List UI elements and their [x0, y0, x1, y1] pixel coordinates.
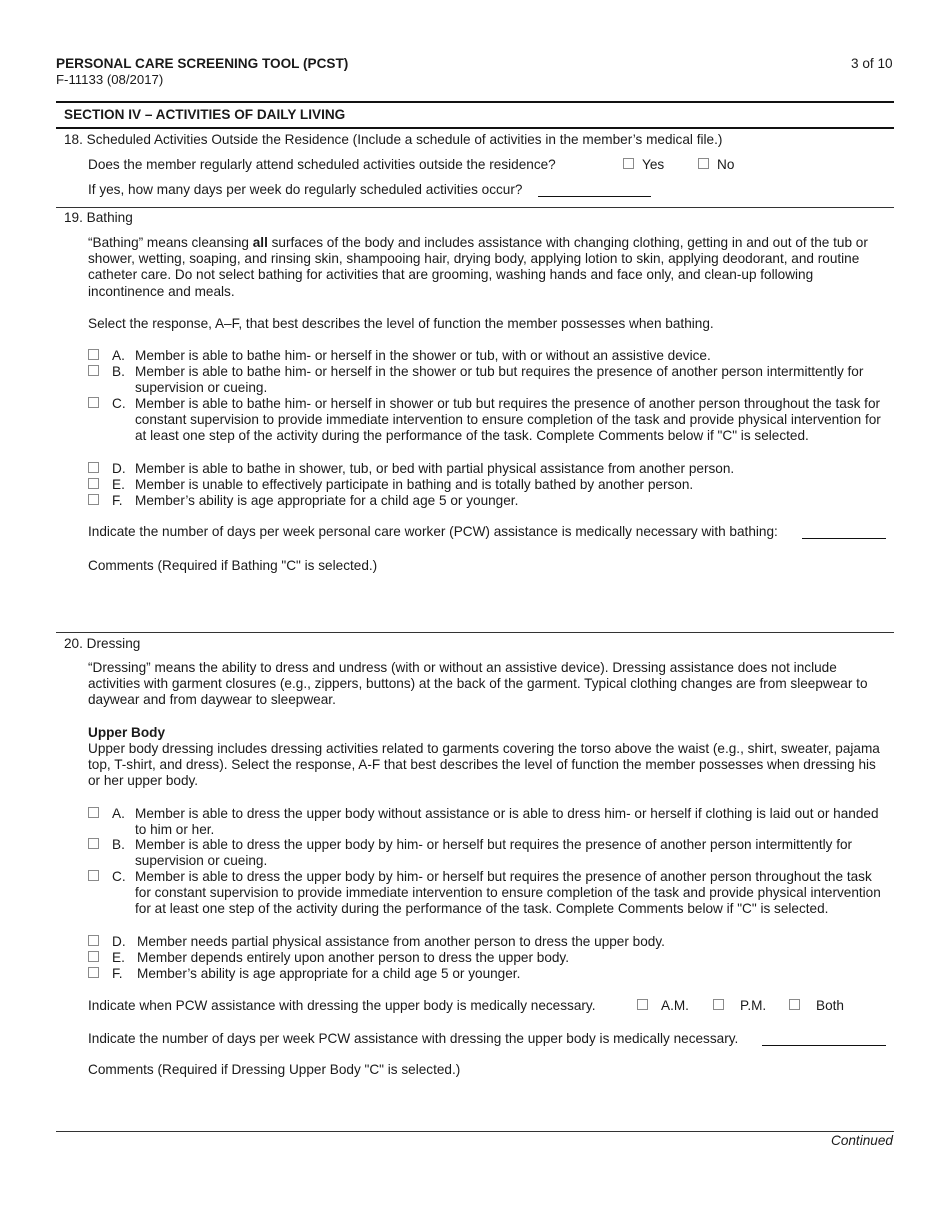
q19-option-f-checkbox[interactable] — [88, 494, 99, 505]
q19-option-b-checkbox[interactable] — [88, 365, 99, 376]
q20-both-label: Both — [816, 998, 844, 1013]
q20-pm-label: P.M. — [740, 998, 767, 1013]
q20-comments-label: Comments (Required if Dressing Upper Body "C" is selected.) — [88, 1062, 461, 1077]
q20-option-c-letter: C. — [112, 869, 126, 884]
q20-option-e-letter: E. — [112, 950, 125, 965]
q19-instruction: Select the response, A–F, that best describes the level of function the member possesses when bathing. — [88, 316, 714, 331]
q19-option-b-letter: B. — [112, 364, 125, 379]
q20-upper-body-description: Upper body dressing includes dressing activities related to garments covering the torso above the waist (e.g., shirt, sweater, pajama top, T-shirt, and dress). Select the response, A-F that best describes the level of function the member possesses when dressing his or her upper body. — [88, 741, 880, 789]
q20-option-b-checkbox[interactable] — [88, 838, 99, 849]
q20-option-d-checkbox[interactable] — [88, 935, 99, 946]
q20-option-a-checkbox[interactable] — [88, 807, 99, 818]
q19-comments-field[interactable] — [88, 580, 888, 626]
q19-option-e-text: Member is unable to effectively participate in bathing and is totally bathed by another person. — [135, 477, 694, 492]
q19-option-f-letter: F. — [112, 493, 123, 508]
q19-option-c-text: Member is able to bathe him- or herself in shower or tub but requires the presence of another person throughout the task for constant supervision to provide immediate intervention to ensure completion of the task and provide physical intervention for at least one step of the activity during the performance of the task. Complete Comments below if "C" is selected. — [135, 396, 881, 444]
section-top-rule — [56, 101, 894, 103]
form-title: PERSONAL CARE SCREENING TOOL (PCST) — [56, 56, 349, 71]
q20-days-field[interactable] — [762, 1045, 886, 1046]
page-number: 3 of 10 — [851, 56, 893, 71]
q19-comments-label: Comments (Required if Bathing "C" is selected.) — [88, 558, 378, 573]
q18-heading: 18. Scheduled Activities Outside the Residence (Include a schedule of activities in the member’s medical file.) — [64, 132, 723, 147]
q20-option-b-text: Member is able to dress the upper body by him- or herself but requires the presence of another person intermittently for supervision or cueing. — [135, 837, 853, 869]
q19-definition-emphasis: all — [252, 235, 268, 250]
q20-definition: “Dressing” means the ability to dress and undress (with or without an assistive device). Dressing assistance does not include activities with garment closures (e.g., zippers, buttons) at the back of the garment. Typical clothing changes are from sleepwear to daywear and from daywear to sleepwear. — [88, 660, 868, 708]
q19-divider — [56, 632, 894, 633]
q18-days-question: If yes, how many days per week do regularly scheduled activities occur? — [88, 182, 523, 197]
q19-option-f-text: Member’s ability is age appropriate for a child age 5 or younger. — [135, 493, 519, 508]
q19-definition: “Bathing” means cleansing all surfaces of the body and includes assistance with changing clothing, getting in and out of the tub or shower, wetting, soaping, and rinsing skin, shampooing hair, drying body, applying lotion to skin, applying deodorant, and routine catheter care. Do not select bathing for activities that are grooming, washing hands and face only, and clean-up following incontinence and meals. — [88, 235, 868, 299]
q20-when-label: Indicate when PCW assistance with dressing the upper body is medically necessary. — [88, 998, 596, 1013]
q19-option-a-letter: A. — [112, 348, 125, 363]
q18-question: Does the member regularly attend scheduled activities outside the residence? — [88, 157, 556, 172]
q20-upper-body-title: Upper Body — [88, 725, 166, 740]
q20-days-label: Indicate the number of days per week PCW assistance with dressing the upper body is medically necessary. — [88, 1031, 739, 1046]
q19-days-field[interactable] — [802, 538, 886, 539]
q19-option-d-checkbox[interactable] — [88, 462, 99, 473]
q20-am-checkbox[interactable] — [637, 999, 648, 1010]
q18-no-label: No — [717, 157, 735, 172]
q20-option-b-letter: B. — [112, 837, 125, 852]
q20-option-d-letter: D. — [112, 934, 126, 949]
q19-option-c-letter: C. — [112, 396, 126, 411]
q19-heading: 19. Bathing — [64, 210, 133, 225]
q20-option-a-text: Member is able to dress the upper body without assistance or is able to dress him- or herself if clothing is laid out or handed to him or her. — [135, 806, 879, 838]
q20-option-e-text: Member depends entirely upon another person to dress the upper body. — [137, 950, 569, 965]
q20-option-a-letter: A. — [112, 806, 125, 821]
q19-option-b-text: Member is able to bathe him- or herself in the shower or tub but requires the presence of another person intermittently for supervision or cueing. — [135, 364, 864, 396]
q19-option-e-checkbox[interactable] — [88, 478, 99, 489]
q18-yes-label: Yes — [642, 157, 665, 172]
q20-option-c-text: Member is able to dress the upper body by him- or herself but requires the presence of another person throughout the task for constant supervision to provide immediate intervention to ensure completion of the task and provide physical intervention for at least one step of the activity during the performance of the task. Complete Comments below if "C" is selected. — [135, 869, 881, 917]
q20-option-f-letter: F. — [112, 966, 123, 981]
section-bottom-rule — [56, 127, 894, 129]
q18-divider — [56, 207, 894, 208]
q20-comments-field[interactable] — [88, 1084, 888, 1126]
q19-option-d-text: Member is able to bathe in shower, tub, or bed with partial physical assistance from another person. — [135, 461, 735, 476]
q20-both-checkbox[interactable] — [789, 999, 800, 1010]
q20-pm-checkbox[interactable] — [713, 999, 724, 1010]
q20-option-d-text: Member needs partial physical assistance from another person to dress the upper body. — [137, 934, 665, 949]
q19-option-a-text: Member is able to bathe him- or herself in the shower or tub, with or without an assistive device. — [135, 348, 711, 363]
q19-option-e-letter: E. — [112, 477, 125, 492]
section-title: SECTION IV – ACTIVITIES OF DAILY LIVING — [64, 107, 346, 122]
q19-option-a-checkbox[interactable] — [88, 349, 99, 360]
q20-option-c-checkbox[interactable] — [88, 870, 99, 881]
q20-option-f-checkbox[interactable] — [88, 967, 99, 978]
q20-am-label: A.M. — [661, 998, 689, 1013]
q18-days-field[interactable] — [538, 196, 651, 197]
form-number: F-11133 (08/2017) — [56, 72, 164, 87]
q19-option-d-letter: D. — [112, 461, 126, 476]
continued-note: Continued — [831, 1133, 893, 1148]
q18-yes-checkbox[interactable] — [623, 158, 634, 169]
q19-days-label: Indicate the number of days per week personal care worker (PCW) assistance is medically necessary with bathing: — [88, 524, 778, 539]
footer-rule — [56, 1131, 894, 1132]
q19-option-c-checkbox[interactable] — [88, 397, 99, 408]
q20-heading: 20. Dressing — [64, 636, 141, 651]
q20-option-f-text: Member’s ability is age appropriate for a child age 5 or younger. — [137, 966, 521, 981]
q18-no-checkbox[interactable] — [698, 158, 709, 169]
q20-option-e-checkbox[interactable] — [88, 951, 99, 962]
